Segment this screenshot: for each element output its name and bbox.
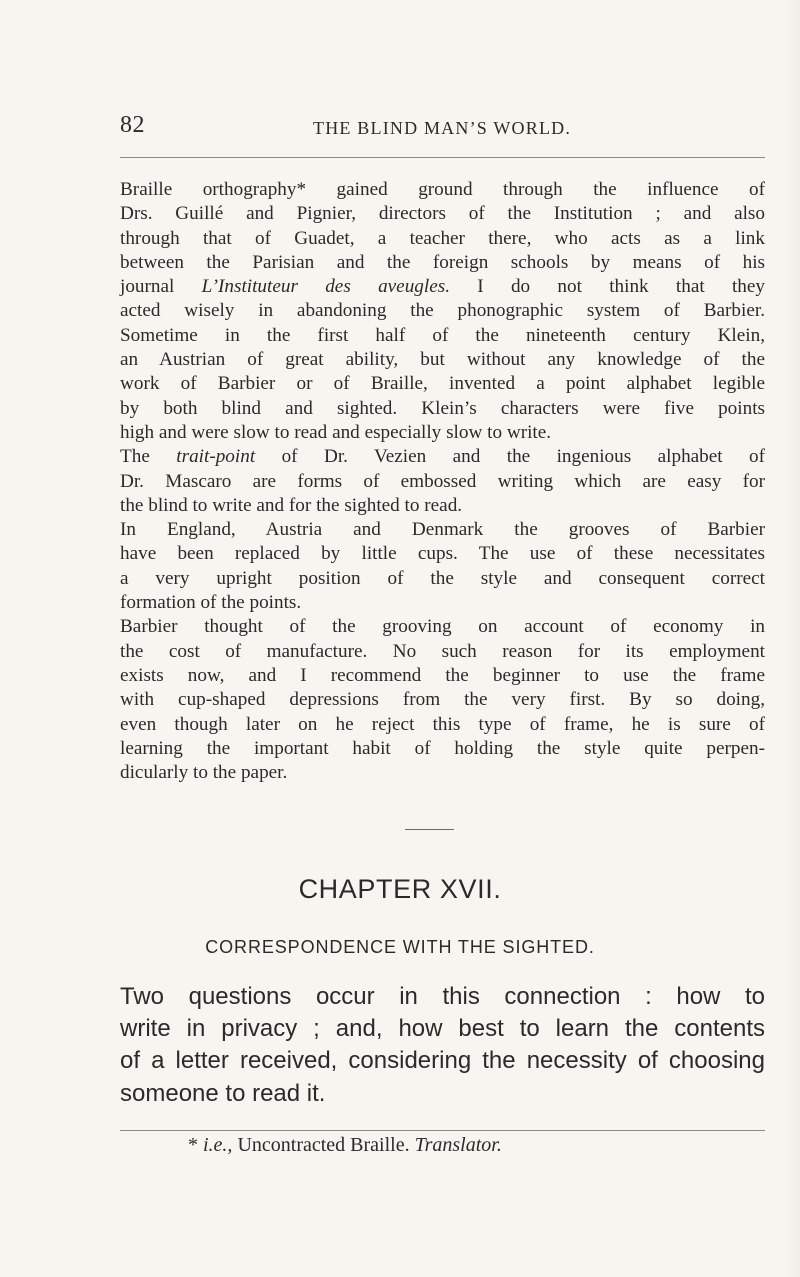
- footnote-abbreviation: i.e.,: [203, 1134, 233, 1156]
- footnote-marker: *: [188, 1134, 198, 1156]
- text-segment-vezien: of Dr. Vezien and the ingenious alphabet of: [281, 446, 766, 468]
- text-line-7: Sometime in the first half of the nineteenth century Klein,: [120, 324, 765, 346]
- footnote-credit: Translator.: [414, 1134, 502, 1156]
- text-line-15: In England, Austria and Denmark the grooves of Barbier: [120, 519, 765, 541]
- text-line-13: Dr. Mascaro are forms of embossed writing which are easy for: [120, 470, 765, 492]
- chapter-opening-text: [120, 981, 765, 1110]
- text-line-25: dicularly to the paper.: [120, 762, 288, 784]
- header-rule: [120, 157, 765, 158]
- running-head: THE BLIND MAN’S WORLD.: [313, 118, 572, 138]
- text-line-20: the cost of manufacture. No such reason for its employment: [120, 640, 765, 662]
- text-line-21: exists now, and I recommend the beginner to use the frame: [120, 664, 765, 686]
- text-line-14: the blind to write and for the sighted to read.: [120, 494, 463, 516]
- text-segment-journal: journal: [120, 276, 175, 298]
- text-line-5: [120, 275, 765, 299]
- text-line-23: even though later on he reject this type of frame, he is sure of: [120, 713, 765, 735]
- text-line-4: between the Parisian and the foreign schools by means of his: [120, 251, 765, 273]
- text-line-10: by both blind and sighted. Klein’s characters were five points: [120, 397, 765, 419]
- section-divider: [405, 829, 454, 830]
- text-segment-trait-point: trait-point: [176, 446, 256, 468]
- page-header: [120, 112, 740, 146]
- text-line-3: through that of Guadet, a teacher there, who acts as a link: [120, 227, 765, 249]
- text-line-6: acted wisely in abandoning the phonographic system of Barbier.: [120, 300, 765, 322]
- text-line-12: [120, 445, 765, 469]
- text-line-19: Barbier thought of the grooving on account of economy in: [120, 616, 765, 638]
- text-line-11: high and were slow to read and especially slow to write.: [120, 421, 552, 443]
- footnote: [188, 1134, 502, 1157]
- text-segment-the: The: [120, 446, 150, 468]
- text-line-16: have been replaced by little cups. The use of these necessitates: [120, 543, 765, 565]
- chapter-line-1: Two questions occur in this connection : how to: [120, 983, 765, 1010]
- footnote-text: Uncontracted Braille.: [237, 1134, 410, 1156]
- text-line-24: learning the important habit of holding the style quite perpen-: [120, 737, 765, 759]
- chapter-line-4: someone to read it.: [120, 1079, 326, 1107]
- chapter-title: CHAPTER XVII.: [298, 874, 502, 904]
- text-line-22: with cup-shaped depressions from the very first. By so doing,: [120, 689, 765, 711]
- chapter-subtitle: CORRESPONDENCE WITH THE SIGHTED.: [205, 937, 595, 957]
- text-line-8: an Austrian of great ability, but without any knowledge of the: [120, 349, 765, 371]
- text-segment-opinion: I do not think that they: [477, 276, 766, 298]
- text-line-1: Braille orthography* gained ground through the influence of: [120, 179, 765, 200]
- main-text: [120, 178, 765, 785]
- page-number: 82: [120, 112, 145, 138]
- footnote-rule: [120, 1130, 765, 1131]
- text-line-2: Drs. Guillé and Pignier, directors of the Institution ; and also: [120, 203, 765, 225]
- page-edge-shading: [782, 0, 800, 1277]
- text-line-9: work of Barbier or of Braille, invented a point alphabet legible: [120, 373, 765, 395]
- text-line-17: a very upright position of the style and consequent correct: [120, 567, 765, 589]
- chapter-line-2: write in privacy ; and, how best to learn the contents: [120, 1015, 765, 1043]
- chapter-line-3: of a letter received, considering the necessity of choosing: [120, 1047, 765, 1075]
- text-line-18: formation of the points.: [120, 592, 302, 614]
- text-segment-title: L’Instituteur des aveugles.: [201, 276, 450, 298]
